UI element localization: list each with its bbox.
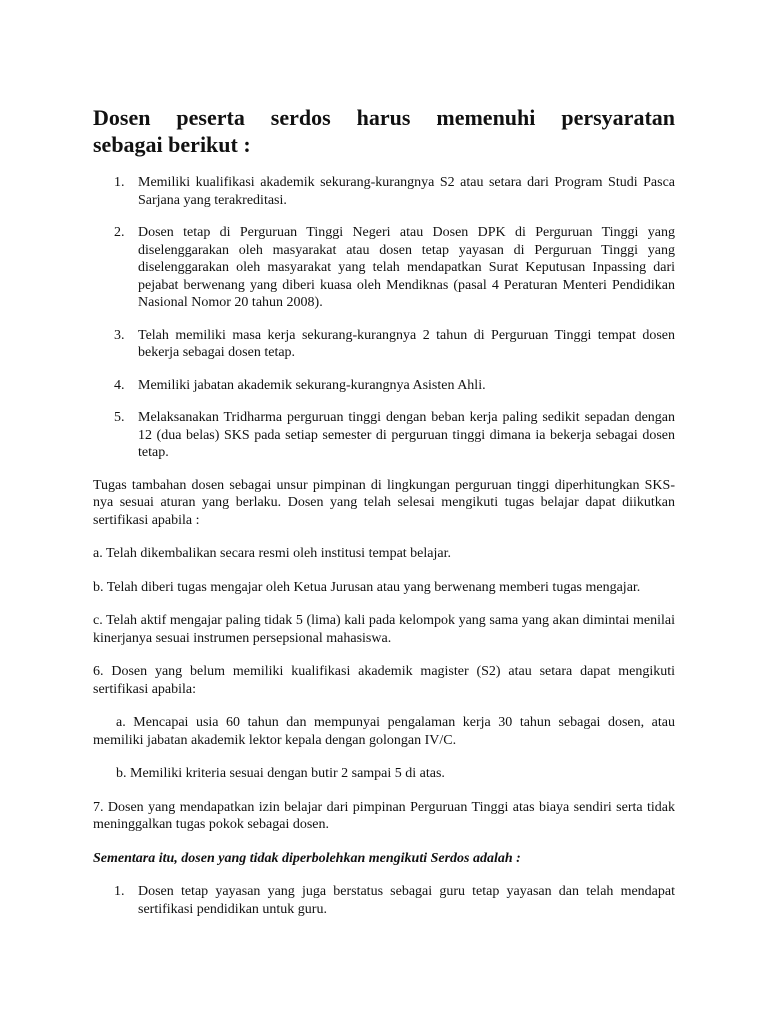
list-item [93, 224, 675, 312]
list-number: 4. [114, 377, 125, 393]
list-text: Telah memiliki masa kerja sekurang-kurangnya 2 tahun di Perguruan Tinggi tempat dosen bekerja sebagai dosen tetap. [138, 327, 675, 360]
paragraph-a: a. Telah dikembalikan secara resmi oleh institusi tempat belajar. [93, 546, 451, 561]
paragraph-b: b. Telah diberi tugas mengajar oleh Ketua Jurusan atau yang berwenang memberi tugas mengajar. [93, 579, 641, 595]
list-number: 1. [114, 884, 125, 899]
list-item [93, 174, 675, 209]
paragraph-7: 7. Dosen yang mendapatkan izin belajar dari pimpinan Perguruan Tinggi atas biaya sendiri serta tidak meninggalkan tugas pokok sebagai dosen. [93, 799, 675, 832]
exclusions-list [93, 883, 675, 918]
list-number: 1. [114, 175, 125, 190]
paragraph-6b: b. Memiliki kriteria sesuai dengan butir 2 sampai 5 di atas. [116, 766, 445, 781]
list-item [93, 327, 675, 362]
paragraph-6a [93, 714, 675, 749]
document-title [93, 104, 675, 158]
list-text: Memiliki kualifikasi akademik sekurang-kurangnya S2 atau setara dari Program Studi Pasca Sarjana yang terakreditasi. [138, 175, 675, 208]
title-line-1: Dosen peserta serdos harus memenuhi persyaratan [93, 105, 675, 130]
paragraph-c: c. Telah aktif mengajar paling tidak 5 (lima) kali pada kelompok yang sama yang akan dimintai menilai kinerjanya sesuai instrumen persepsional mahasiswa. [93, 613, 675, 646]
list-number: 5. [114, 410, 125, 425]
list-item [93, 409, 675, 462]
title-line-2: sebagai berikut : [93, 132, 251, 157]
exclusion-heading: Sementara itu, dosen yang tidak diperbolehkan mengikuti Serdos adalah : [93, 850, 521, 866]
paragraph-6: 6. Dosen yang belum memiliki kualifikasi akademik magister (S2) atau setara dapat mengikuti sertifikasi apabila: [93, 664, 675, 697]
list-text: Dosen tetap di Perguruan Tinggi Negeri atau Dosen DPK di Perguruan Tinggi yang diselenggarakan oleh masyarakat atau dosen tetap yayasan di Perguruan Tinggi yang diselenggarakan oleh masyarakat yang telah mendapatkan Surat Keputusan Inpassing dari pejabat berwenang yang diberi kuasa oleh Mendiknas (pasal 4 Peraturan Menteri Pendidikan Nasional Nomor 20 tahun 2008). [138, 225, 675, 310]
paragraph-tugas-tambahan: Tugas tambahan dosen sebagai unsur pimpinan di lingkungan perguruan tinggi diperhitungkan SKS-nya sesuai aturan yang berlaku. Dosen yang telah selesai mengikuti tugas belajar dapat diikutkan sertifikasi apabila : [93, 477, 675, 528]
list-text: Melaksanakan Tridharma perguruan tinggi dengan beban kerja paling sedikit sepadan dengan 12 (dua belas) SKS pada setiap semester di perguruan tinggi dimana ia bekerja sebagai dosen tetap. [138, 410, 675, 460]
list-item [93, 377, 675, 395]
list-item [93, 883, 675, 918]
list-number: 2. [114, 225, 125, 240]
paragraph-6a-text: a. Mencapai usia 60 tahun dan mempunyai pengalaman kerja 30 tahun sebagai dosen, atau memiliki jabatan akademik lektor kepala dengan golongan IV/C. [93, 715, 675, 748]
list-text: Memiliki jabatan akademik sekurang-kurangnya Asisten Ahli. [138, 377, 486, 393]
list-number: 3. [114, 327, 125, 343]
requirements-list [93, 174, 675, 462]
list-text: Dosen tetap yayasan yang juga berstatus sebagai guru tetap yayasan dan telah mendapat sertifikasi pendidikan untuk guru. [138, 884, 675, 917]
